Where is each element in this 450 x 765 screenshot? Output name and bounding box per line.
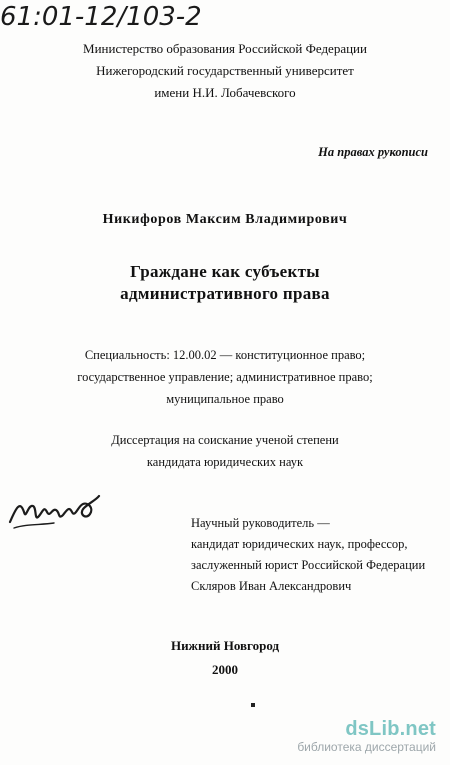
year: 2000	[212, 662, 238, 677]
institution-university: Нижегородский государственный университет	[96, 63, 354, 78]
dissertation-line-1: Диссертация на соискание ученой степени	[111, 433, 339, 447]
specialty-line-2: государственное управление; административное право;	[77, 370, 373, 384]
institution-named-after: имени Н.И. Лобачевского	[154, 85, 296, 100]
supervisor-line-4: Скляров Иван Александрович	[191, 579, 352, 593]
watermark-logo: dsLib.net	[345, 718, 436, 740]
scan-speck	[251, 703, 255, 707]
rights-note: На правах рукописи	[318, 145, 428, 159]
supervisor-line-1: Научный руководитель —	[191, 516, 330, 530]
watermark-subtitle: библиотека диссертаций	[297, 740, 436, 754]
title-line-2: административного права	[120, 284, 330, 303]
archive-stamp: 61:01-12/103-2	[0, 2, 202, 32]
supervisor-line-3: заслуженный юрист Российской Федерации	[191, 558, 426, 572]
title-line-1: Граждане как субъекты	[130, 262, 320, 281]
watermark	[297, 718, 436, 754]
institution-ministry: Министерство образования Российской Федерации	[83, 41, 367, 56]
handwritten-signature	[6, 478, 102, 534]
dissertation-line-2: кандидата юридических наук	[146, 455, 304, 469]
city: Нижний Новгород	[170, 638, 280, 653]
specialty-line-1: Специальность: 12.00.02 — конституционное право;	[84, 348, 366, 362]
supervisor-line-2: кандидат юридических наук, профессор,	[191, 537, 408, 551]
author-name: Никифоров Максим Владимирович	[102, 212, 348, 227]
supervisor-block	[191, 513, 425, 597]
specialty-line-3: муниципальное право	[166, 392, 284, 406]
